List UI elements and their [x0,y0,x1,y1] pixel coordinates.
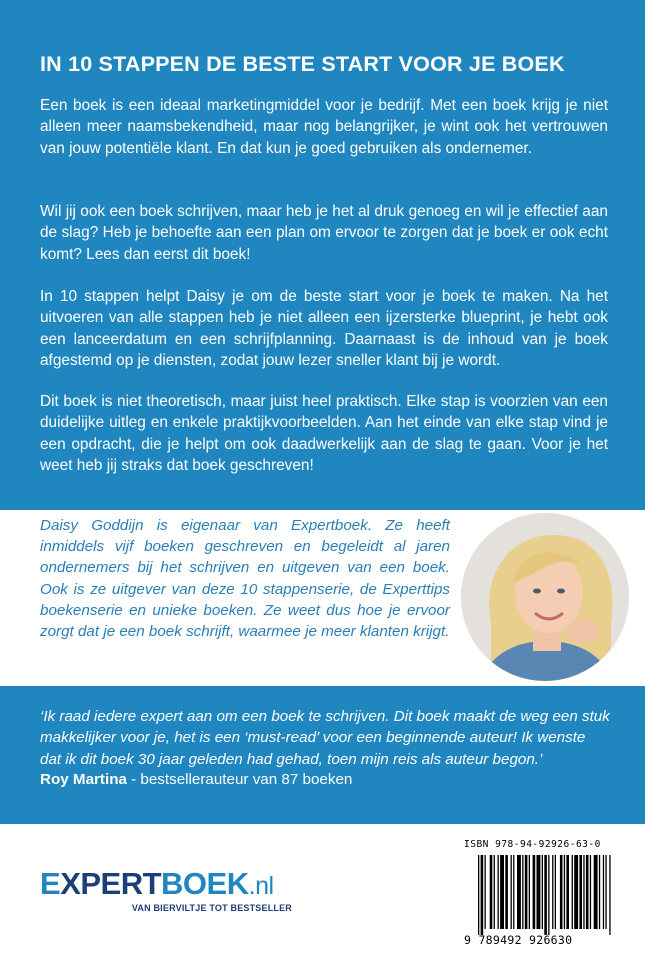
barcode-digits: 9 789492 926630 [464,933,573,947]
testimonial-quote: ‘Ik raad iedere expert aan om een boek te schrijven. Dit boek maakt de weg een stuk makkelijker voor je, het is een ‘must-read’ voor een beginnende auteur! Ik wenste dat ik dit boek 30 jaar geleden had gehad, toen mijn reis als auteur begon.’ [40,708,610,768]
barcode-bars [464,855,629,935]
testimonial-source [40,771,352,788]
logo-nl: .nl [248,872,274,900]
testimonial-author-description: - bestsellerauteur van 87 boeken [126,771,353,788]
intro-paragraph-4: Dit boek is niet theoretisch, maar juist heel praktisch. Elke stap is voorzien van een duidelijke uitleg en enkele praktijkvoorbeelden. Aan het einde van elke stap vind je een opdracht, die je helpt om ook daadwerkelijk aan de slag te gaan. Voor je het weet heb jij straks dat boek geschreven! [40,393,608,474]
intro-paragraph-2: Wil jij ook een boek schrijven, maar heb je het al druk genoeg en wil je effectief aan de slag? Heb je behoefte aan een plan om ervoor te zorgen dat je boek er ook echt komt? Lees dan eerst dit boek! [40,203,608,263]
intro-paragraph-1: Een boek is een ideaal marketingmiddel voor je bedrijf. Met een boek krijg je niet alleen meer naamsbekendheid, maar nog belangrijker, je wint ook het vertrouwen van jouw potentiële klant. En dat kun je goed gebruiken als ondernemer. [40,97,608,157]
cover-bottom-section [0,824,645,960]
isbn-barcode [464,839,636,949]
logo-boek: BOEK [161,866,249,901]
intro-paragraph-3: In 10 stappen helpt Daisy je om de beste start voor je boek te maken. Na het uitvoeren van alle stappen heb je niet alleen een ijzersterke blueprint, je hebt ook een lanceerdatum en een schrijfplanning. Daarnaast is de inhoud van je boek afgestemd op je diensten, zodat jouw lezer sneller klant bij je wordt. [40,288,608,369]
book-title: IN 10 STAPPEN DE BESTE START VOOR JE BOEK [40,52,565,76]
logo-e: E [40,866,61,901]
isbn-label: ISBN 978-94-92926-63-0 [464,839,601,850]
testimonial-section [0,686,645,824]
author-portrait-image [461,513,629,681]
author-bio-section [0,510,645,686]
logo-tagline: VAN BIERVILTJE TOT BESTSELLER [131,903,292,913]
publisher-logo [40,867,292,913]
testimonial-author: Roy Martina [40,771,127,788]
author-bio: Daisy Goddijn is eigenaar van Expertboek. Ze heeft inmiddels vijf boeken geschreven en begeleidt al jaren ondernemers bij het schrijven en uitgeven van een boek. Ook is ze uitgever van deze 10 stappenserie, de Experttips boekenserie en unieke boeken. Ze weet dus hoe je ervoor zorgt dat je een boek schrijft, waarmee je meer klanten krijgt. [40,517,450,641]
logo-xpert: XPERT [60,866,162,901]
author-photo [461,513,629,681]
